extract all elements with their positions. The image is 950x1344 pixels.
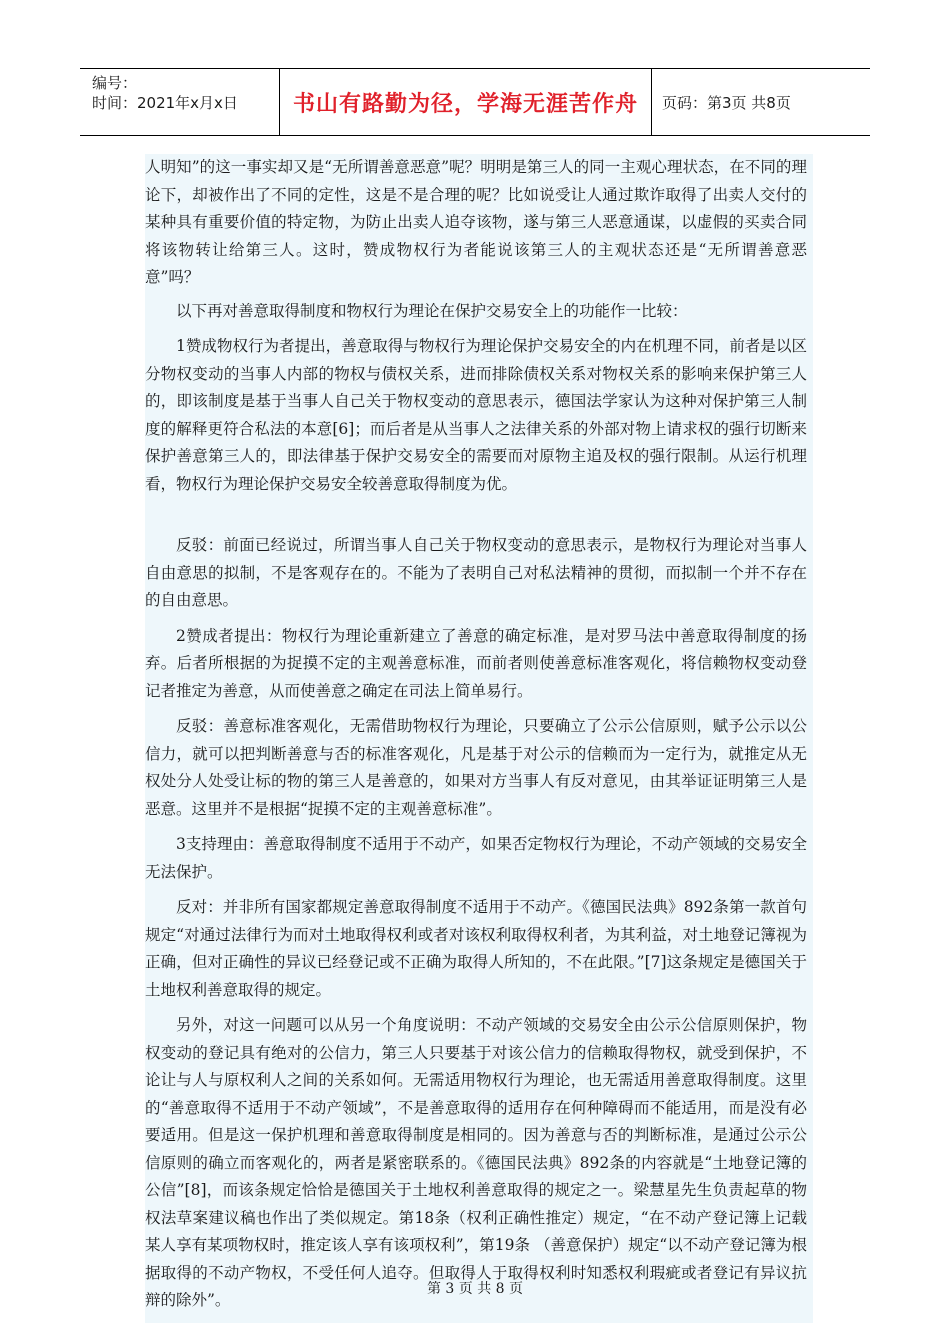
paragraph-rebuttal-1: 反驳：前面已经说过，所谓当事人自己关于物权变动的意思表示，是物权行为理论对当事人自由意思的拟制，不是客观存在的。不能为了表明自己对私法精神的贯彻，而拟制一个并不存在的自由意思。 xyxy=(145,536,807,609)
header-motto: 书山有路勤为径，学海无涯苦作舟 xyxy=(280,69,652,135)
paragraph-comparison-intro: 以下再对善意取得制度和物权行为理论在保护交易安全上的功能作一比较： xyxy=(176,301,688,320)
header-page-code: 页码：第3页 共8页 xyxy=(662,93,791,112)
document-time-label: 时间：2021年x月x日 xyxy=(92,94,238,112)
paragraph-rebuttal-2: 反驳：善意标准客观化，无需借助物权行为理论，只要确立了公示公信原则，赋予公示以公信力，就可以把判断善意与否的标准客观化，凡是基于对公示的信赖而为一定行为，就推定从无权处分人处受让标的物的第三人是善意的，如果对方当事人有反对意见，由其举证证明第三人是恶意。这里并不是根据“捉摸不定的主观善意标准”。 xyxy=(145,717,807,818)
paragraph-rebuttal-3: 反对：并非所有国家都规定善意取得制度不适用于不动产。《德国民法典》892条第一款首句规定“对通过法律行为而对土地取得权利或者对该权利取得权利者，为其利益，对土地登记簿视为正确，但对正确性的异议已经登记或不正确为取得人所知的，不在此限。”[7]这条规定是德国关于土地权利善意取得的规定。 xyxy=(145,898,807,999)
paragraph-argument-2: 2赞成者提出：物权行为理论重新建立了善意的确定标准，是对罗马法中善意取得制度的扬弃。后者所根据的为捉摸不定的主观善意标准，而前者则使善意标准客观化，将信赖物权变动登记者推定为善意，从而使善意之确定在司法上简单易行。 xyxy=(145,626,807,700)
page-header xyxy=(80,68,870,136)
document-body xyxy=(145,154,813,1323)
paragraph-gap xyxy=(145,506,813,532)
paragraph-continued: 人明知”的这一事实却又是“无所谓善意恶意”呢？明明是第三人的同一主观心理状态，在不同的理论下，却被作出了不同的定性，这是不是合理的呢？比如说受让人通过欺诈取得了出卖人交付的某种具有重要价值的特定物，为防止出卖人追夺该物，遂与第三人恶意通谋，以虚假的买卖合同将该物转让给第三人。这时，赞成物权行为者能说该第三人的主观状态还是“无所谓善意恶意”吗？ xyxy=(145,158,807,286)
header-meta xyxy=(80,69,280,135)
document-number-label: 编号： xyxy=(92,74,138,92)
paragraph-argument-1: 1赞成物权行为者提出，善意取得与物权行为理论保护交易安全的内在机理不同，前者是以区分物权变动的当事人内部的物权与债权关系，进而排除债权关系对物权关系的影响来保护第三人的，即该制度是基于当事人自己关于物权变动的意思表示，德国法学家认为这种对保护第三人制度的解释更符合私法的本意[6]；而后者是从当事人之法律关系的外部对物上请求权的强行切断来保护善意第三人的，即法律基于保护交易安全的需要而对原物主追及权的强行限制。从运行机理看，物权行为理论保护交易安全较善意取得制度为优。 xyxy=(145,337,807,493)
paragraph-argument-3: 3支持理由：善意取得制度不适用于不动产，如果否定物权行为理论，不动产领域的交易安全无法保护。 xyxy=(145,835,807,881)
page-footer: 第 3 页 共 8 页 xyxy=(426,1281,524,1297)
paragraph-additional: 另外，对这一问题可以从另一个角度说明：不动产领域的交易安全由公示公信原则保护，物权变动的登记具有绝对的公信力，第三人只要基于对该公信力的信赖取得物权，就受到保护，不论让与人与原权利人之间的关系如何。无需适用物权行为理论，也无需适用善意取得制度。这里的“善意取得不适用于不动产领域”，不是善意取得的适用存在何种障碍而不能适用，而是没有必要适用。但是这一保护机理和善意取得制度是相同的。因为善意与否的判断标准，是通过公示公信原则的确立而客观化的，两者是紧密联系的。《德国民法典》892条的内容就是“土地登记簿的公信”[8]，而该条规定恰恰是德国关于土地权利善意取得的规定之一。梁慧星先生负责起草的物权法草案建议稿也作出了类似规定。第18条（权利正确性推定）规定，“在不动产登记簿上记载某人享有某项物权时，推定该人享有该项权利”，第19条 （善意保护）规定“以不动产登记簿为根据取得的不动产物权，不受任何人追夺。但取得人于取得权利时知悉权利瑕疵或者登记有异议抗辩的除外”。 xyxy=(145,1016,807,1309)
